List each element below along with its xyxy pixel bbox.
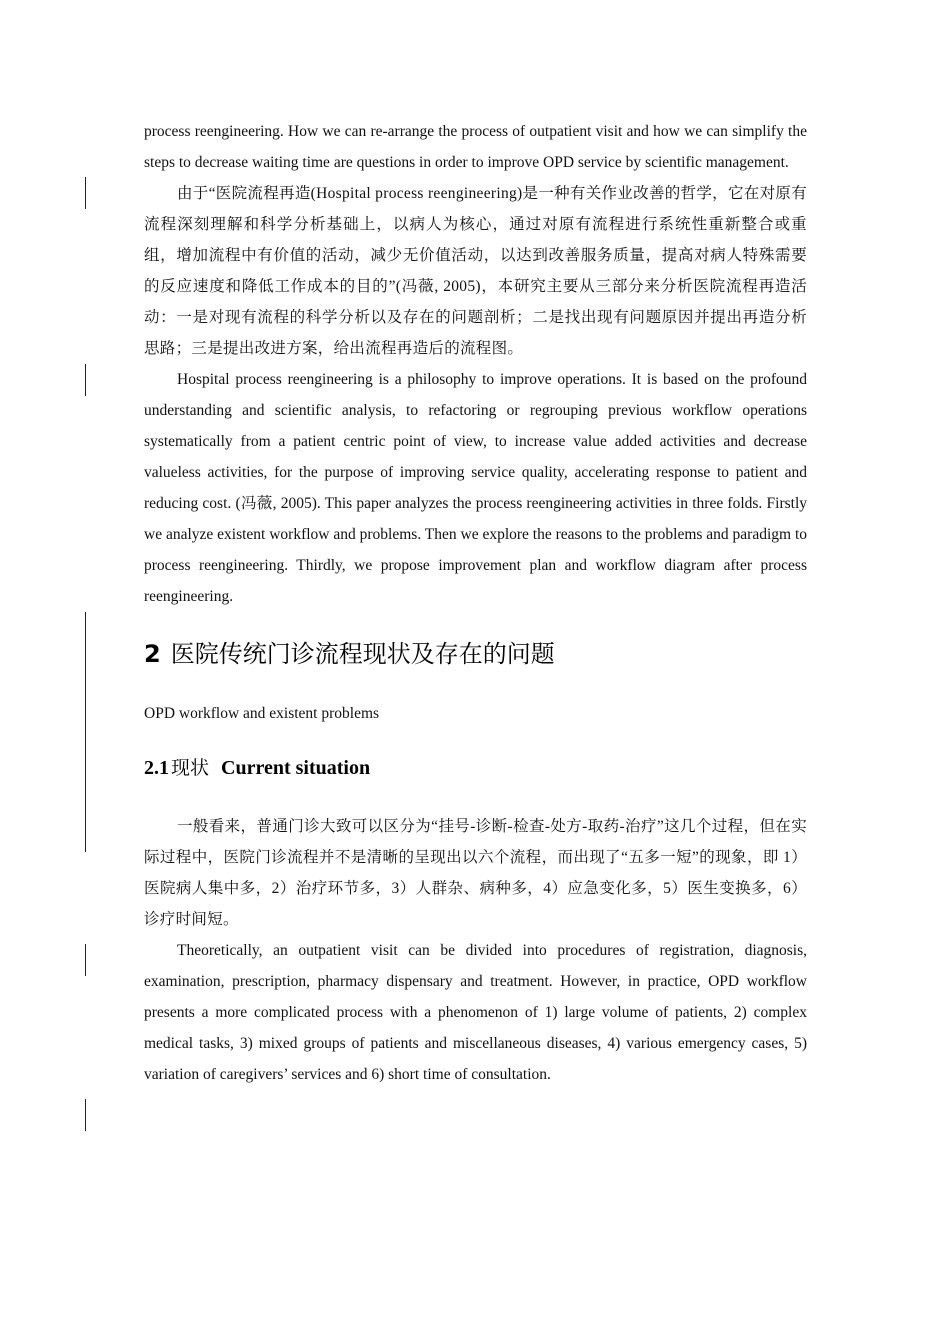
paragraph-english-current-situation: Theoretically, an outpatient visit can be divided into procedures of registration, diagnosis, examination, prescription, pharmacy dispensary and treatment. However, in practice, OPD workflow presents a more complicated process with a phenomenon of 1) large volume of patients, 2) complex medical tasks, 3) mixed groups of patients and miscellaneous diseases, 4) various emergency cases, 5) variation of caregivers’ services and 6) short time of consultation. bbox=[144, 942, 807, 1083]
revision-bar bbox=[85, 364, 86, 396]
section-title: 医院传统门诊流程现状及存在的问题 bbox=[170, 640, 555, 668]
spacer bbox=[144, 785, 807, 811]
paragraph-continued: process reengineering. How we can re-arrange the process of outpatient visit and how we can simplify the steps to decrease waiting time are questions in order to improve OPD service by scientific management. bbox=[144, 123, 807, 171]
section-english-subtitle: OPD workflow and existent problems bbox=[144, 705, 380, 722]
subsection-number: 2.1 bbox=[144, 757, 169, 779]
paragraph-chinese-bpr-definition: 由于“医院流程再造(Hospital process reengineering)是一种有关作业改善的哲学，它在对原有流程深刻理解和科学分析基础上，以病人为核心，通过对原有流程进行系统性重新整合或重组，增加流程中有价值的活动，减少无价值活动，以达到改善服务质量，提高对病人特殊需要的反应速度和降低工作成本的目的”(冯薇, 2005)，本研究主要从三部分来分析医院流程再造活动：一是对现有流程的科学分析以及存在的问题剖析；二是找出现有问题原因并提出再造分析思路；三是提出改进方案，给出流程再造后的流程图。 bbox=[144, 185, 807, 357]
section-number: 2 bbox=[144, 640, 161, 668]
paragraph-chinese-current-situation: 一般看来，普通门诊大致可以区分为“挂号-诊断-检查-处方-取药-治疗”这几个过程，但在实际过程中，医院门诊流程并不是清晰的呈现出以六个流程，而出现了“五多一短”的现象，即 1）医院病人集中多，2）治疗环节多，3）人群杂、病种多，4）应急变化多，5）医生变换多，6）诊疗时间短。 bbox=[144, 818, 807, 928]
paragraph-english-bpr-definition: Hospital process reengineering is a philosophy to improve operations. It is based on the profound understanding and scientific analysis, to refactoring or regrouping previous workflow operations systematically from a patient centric point of view, to increase value added activities and decrease valueless activities, for the purpose of improving service quality, accelerating response to patient and reducing cost. (冯薇, 2005). This paper analyzes the process reengineering activities in three folds. Firstly we analyze existent workflow and problems. Then we explore the reasons to the problems and paradigm to process reengineering. Thirdly, we propose improvement plan and workflow diagram after process reengineering. bbox=[144, 371, 808, 605]
subsection-title-cn: 现状 bbox=[171, 757, 210, 779]
subsection-title-en: Current situation bbox=[221, 757, 371, 779]
section-heading bbox=[144, 634, 807, 674]
page-body bbox=[144, 116, 807, 1090]
revision-bar bbox=[85, 944, 86, 976]
revision-bar bbox=[85, 612, 86, 852]
subsection-heading bbox=[144, 751, 807, 785]
revision-bar bbox=[85, 177, 86, 209]
revision-bar bbox=[85, 1099, 86, 1131]
